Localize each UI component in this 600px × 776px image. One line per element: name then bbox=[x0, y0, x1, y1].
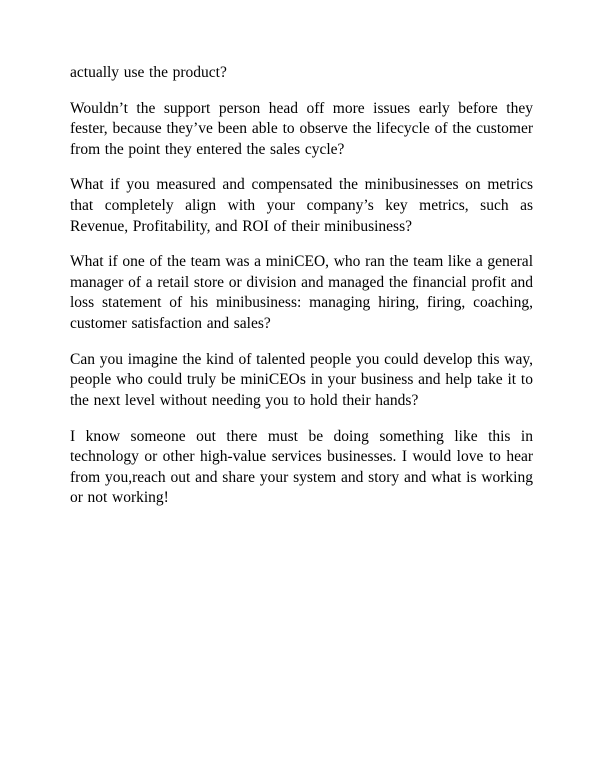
paragraph: I know someone out there must be doing something like this in technology or other high-value services businesses. I would love to hear from you,reach out and share your system and story and what is working or not working! bbox=[70, 427, 533, 507]
paragraph: What if you measured and compensated the minibusinesses on metrics that completely align with your company’s key metrics, such as Revenue, Profitability, and ROI of their minibusiness? bbox=[70, 176, 533, 235]
page-text-body bbox=[70, 63, 533, 524]
paragraph: Wouldn’t the support person head off more issues early before they fester, because they’ve been able to observe the lifecycle of the customer from the point they entered the sales cycle? bbox=[70, 99, 533, 158]
paragraph: actually use the product? bbox=[70, 64, 227, 81]
paragraph: What if one of the team was a miniCEO, who ran the team like a general manager of a retail store or division and managed the financial profit and loss statement of his minibusiness: managing hiring, firing, coaching, customer satisfaction and sales? bbox=[70, 253, 533, 333]
paragraph: Can you imagine the kind of talented people you could develop this way, people who could truly be miniCEOs in your business and help take it to the next level without needing you to hold their hands? bbox=[70, 350, 533, 409]
